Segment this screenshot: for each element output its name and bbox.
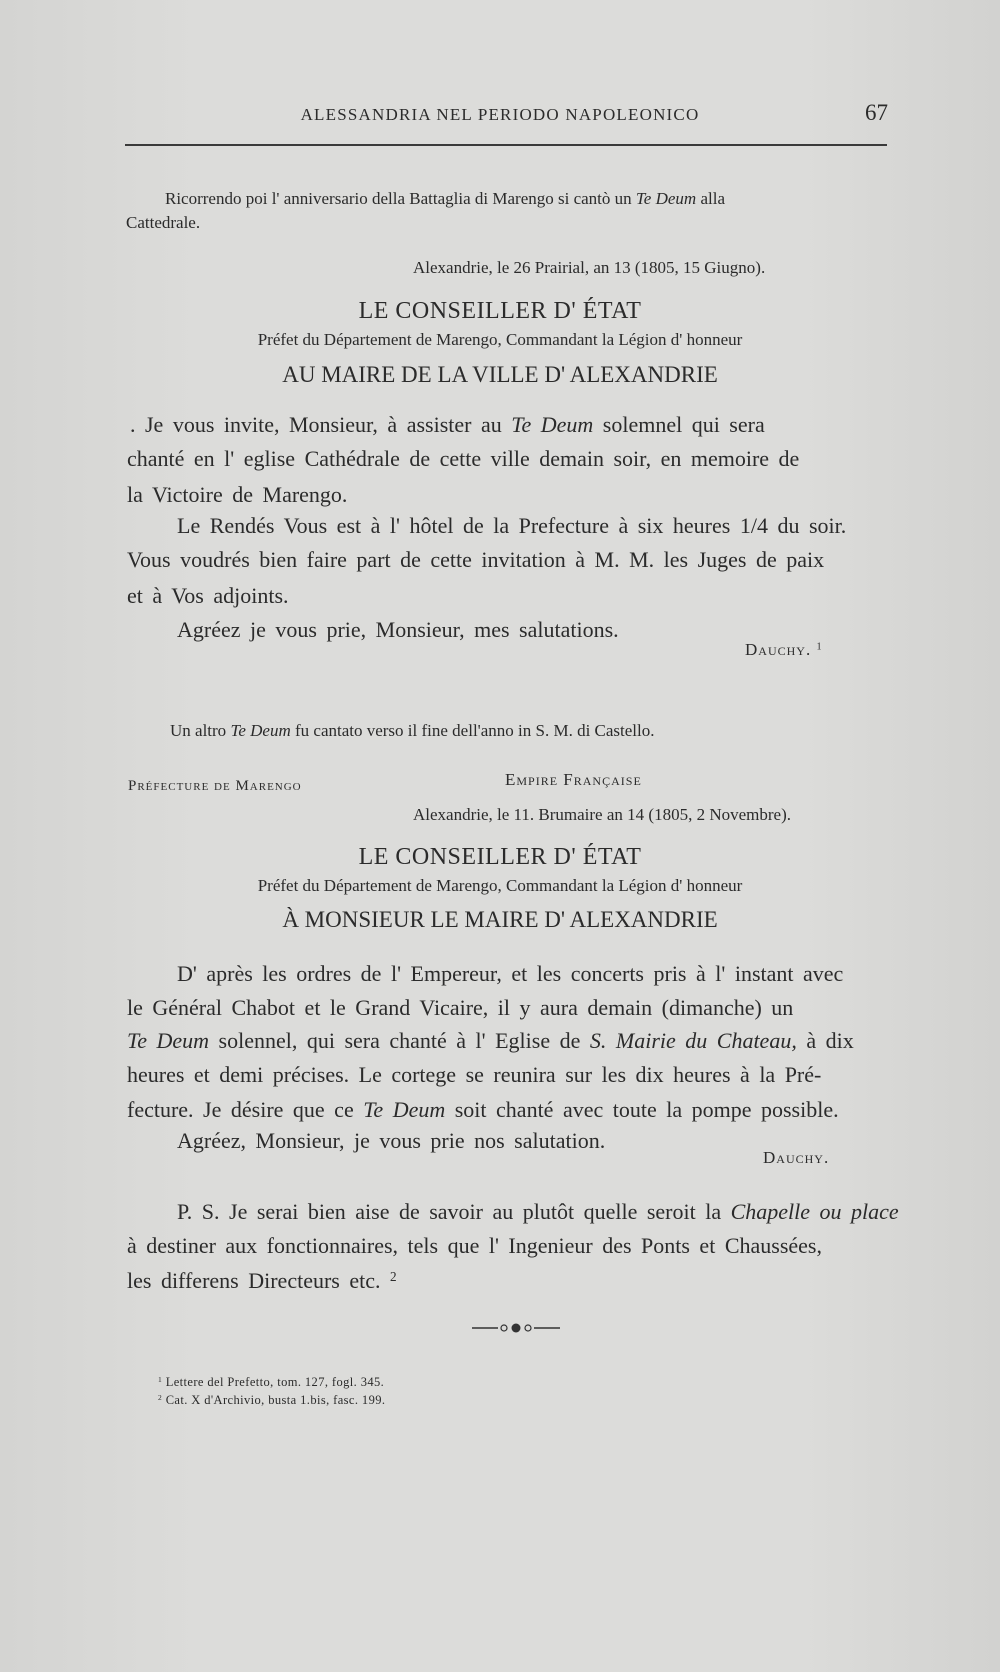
footnote-2: $^2$ Cat. X d'Archivio, busta 1.bis, fasc. 199. <box>158 1393 386 1408</box>
letter2-line-3: Te Deum solennel, qui sera chanté à l' Eglise de S. Mairie du Chateau, à dix <box>127 1028 854 1053</box>
letter2-line-1: D' après les ordres de l' Empereur, et les concerts pris à l' instant avec <box>177 961 844 986</box>
letter1-line-3: la Victoire de Marengo. <box>127 482 348 507</box>
interlude-text: Un altro Te Deum fu cantato verso il fine dell'anno in S. M. di Castello. <box>170 721 655 740</box>
running-title: ALESSANDRIA NEL PERIODO NAPOLEONICO <box>300 105 700 124</box>
header-rule <box>125 144 887 146</box>
letter1-signature: Dauchy. $^1$ <box>745 640 823 659</box>
letter2-signature: Dauchy. <box>763 1148 830 1167</box>
letter2-line-4: heures et demi précises. Le cortege se reunira sur les dix heures à la Pré- <box>127 1062 822 1087</box>
letter1-line-4: Le Rendés Vous est à l' hôtel de la Prefecture à six heures 1/4 du soir. <box>177 513 847 538</box>
ornament-divider <box>470 1322 562 1334</box>
intro-line-1: Ricorrendo poi l' anniversario della Battaglia di Marengo si cantò un Te Deum alla <box>165 189 725 208</box>
intro-line-2: Cattedrale. <box>126 213 201 232</box>
letter1-subtitle: Préfet du Département de Marengo, Commandant la Légion d' honneur <box>257 330 743 349</box>
letter2-address: À MONSIEUR LE MAIRE D' ALEXANDRIE <box>282 907 718 932</box>
letter1-address: AU MAIRE DE LA VILLE D' ALEXANDRIE <box>282 362 718 387</box>
letter2-title: LE CONSEILLER D' ÉTAT <box>358 844 642 870</box>
page-number: 67 <box>865 100 888 125</box>
letter2-right-header: Empire Française <box>505 770 642 789</box>
ps-line-3: les differens Directeurs etc. $^2$ <box>127 1268 397 1293</box>
ps-line-2: à destiner aux fonctionnaires, tels que l' Ingenieur des Ponts et Chaussées, <box>127 1233 822 1258</box>
letter2-left-header: Préfecture de Marengo <box>128 778 302 794</box>
ps-line-1: P. S. Je serai bien aise de savoir au plutôt quelle seroit la Chapelle ou place <box>177 1199 899 1224</box>
letter2-line-2: le Général Chabot et le Grand Vicaire, il y aura demain (dimanche) un <box>127 995 794 1020</box>
footnote-1: $^1$ Lettere del Prefetto, tom. 127, fogl. 345. <box>158 1375 385 1390</box>
letter1-line-2: chanté en l' eglise Cathédrale de cette ville demain soir, en memoire de <box>127 446 800 471</box>
letter2-subtitle: Préfet du Département de Marengo, Commandant la Légion d' honneur <box>257 876 743 895</box>
letter1-line-5: Vous voudrés bien faire part de cette invitation à M. M. les Juges de paix <box>127 547 825 572</box>
letter1-date: Alexandrie, le 26 Prairial, an 13 (1805, 15 Giugno). <box>413 258 766 277</box>
letter1-title: LE CONSEILLER D' ÉTAT <box>358 298 642 324</box>
letter1-line-7: Agréez je vous prie, Monsieur, mes salutations. <box>177 617 619 642</box>
letter1-line-1: . Je vous invite, Monsieur, à assister au Te Deum solemnel qui sera <box>130 412 765 437</box>
letter2-line-5: fecture. Je désire que ce Te Deum soit chanté avec toute la pompe possible. <box>127 1097 839 1122</box>
letter2-line-6: Agréez, Monsieur, je vous prie nos salutation. <box>177 1128 606 1153</box>
letter2-date: Alexandrie, le 11. Brumaire an 14 (1805, 2 Novembre). <box>413 805 791 824</box>
letter1-line-6: et à Vos adjoints. <box>127 583 289 608</box>
